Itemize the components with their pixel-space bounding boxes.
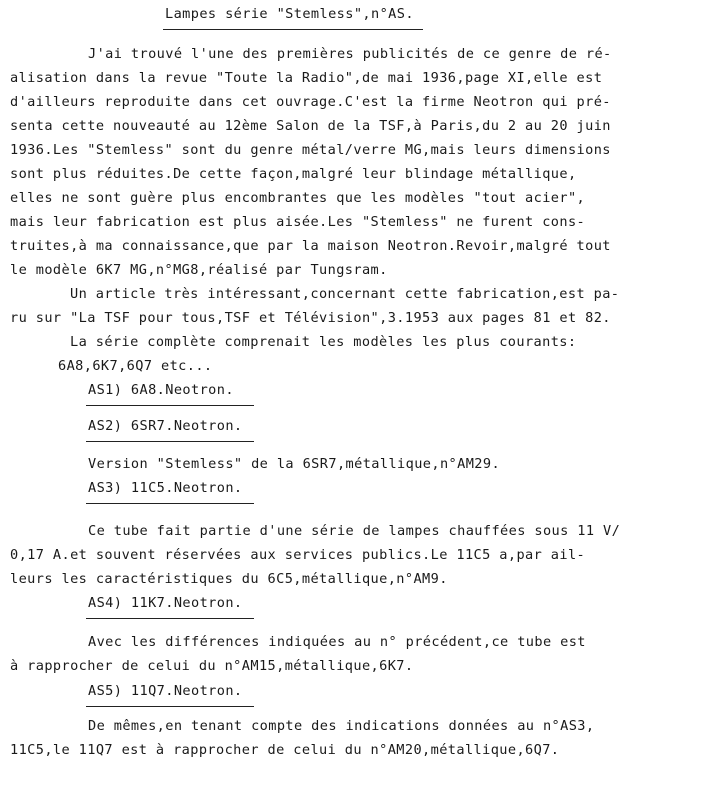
text-line: elles ne sont guère plus encombrantes que les modèles "tout acier",: [10, 190, 586, 206]
text-line: ru sur "La TSF pour tous,TSF et Télévision",3.1953 aux pages 81 et 82.: [10, 310, 611, 326]
text-line: Un article très intéressant,concernant cette fabrication,est pa-: [70, 286, 620, 302]
text-line: à rapprocher de celui du n°AM15,métallique,6K7.: [10, 658, 414, 674]
entry-as4: AS4) 11K7.Neotron.: [88, 595, 243, 611]
text-line: sont plus réduites.De cette façon,malgré leur blindage métallique,: [10, 166, 577, 182]
text-line: 1936.Les "Stemless" sont du genre métal/verre MG,mais leurs dimensions: [10, 142, 611, 158]
entry-as2: AS2) 6SR7.Neotron.: [88, 418, 243, 434]
text-line: De mêmes,en tenant compte des indications données au n°AS3,: [88, 718, 595, 734]
entry-as5: AS5) 11Q7.Neotron.: [88, 683, 243, 699]
entry-as3: AS3) 11C5.Neotron.: [88, 480, 243, 496]
text-line: J'ai trouvé l'une des premières publicités de ce genre de ré-: [88, 46, 612, 62]
text-line: 11C5,le 11Q7 est à rapprocher de celui du n°AM20,métallique,6Q7.: [10, 742, 560, 758]
text-line: 0,17 A.et souvent réservées aux services publics.Le 11C5 a,par ail-: [10, 547, 586, 563]
series-intro: La série complète comprenait les modèles les plus courants:: [70, 334, 577, 350]
series-examples: 6A8,6K7,6Q7 etc...: [58, 358, 213, 374]
entry-divider: [86, 441, 254, 442]
entry-divider: [86, 706, 254, 707]
entry-divider: [86, 618, 254, 619]
text-line: alisation dans la revue "Toute la Radio",de mai 1936,page XI,elle est: [10, 70, 603, 86]
text-line: truites,à ma connaissance,que par la maison Neotron.Revoir,malgré tout: [10, 238, 611, 254]
text-line: le modèle 6K7 MG,n°MG8,réalisé par Tungsram.: [10, 262, 388, 278]
page-title: Lampes série "Stemless",n°AS.: [165, 6, 414, 22]
entry-divider: [86, 503, 254, 504]
entry-as1: AS1) 6A8.Neotron.: [88, 382, 234, 398]
text-line: senta cette nouveauté au 12ème Salon de la TSF,à Paris,du 2 au 20 juin: [10, 118, 611, 134]
text-line: leurs les caractéristiques du 6C5,métallique,n°AM9.: [10, 571, 448, 587]
text-line: Ce tube fait partie d'une série de lampes chauffées sous 11 V/: [88, 523, 621, 539]
text-line: mais leur fabrication est plus aisée.Les "Stemless" ne furent cons-: [10, 214, 586, 230]
entry-as2-note: Version "Stemless" de la 6SR7,métallique,n°AM29.: [88, 456, 501, 472]
title-underline: [163, 29, 423, 30]
entry-divider: [86, 405, 254, 406]
text-line: Avec les différences indiquées au n° précédent,ce tube est: [88, 634, 586, 650]
text-line: d'ailleurs reproduite dans cet ouvrage.C'est la firme Neotron qui pré-: [10, 94, 611, 110]
